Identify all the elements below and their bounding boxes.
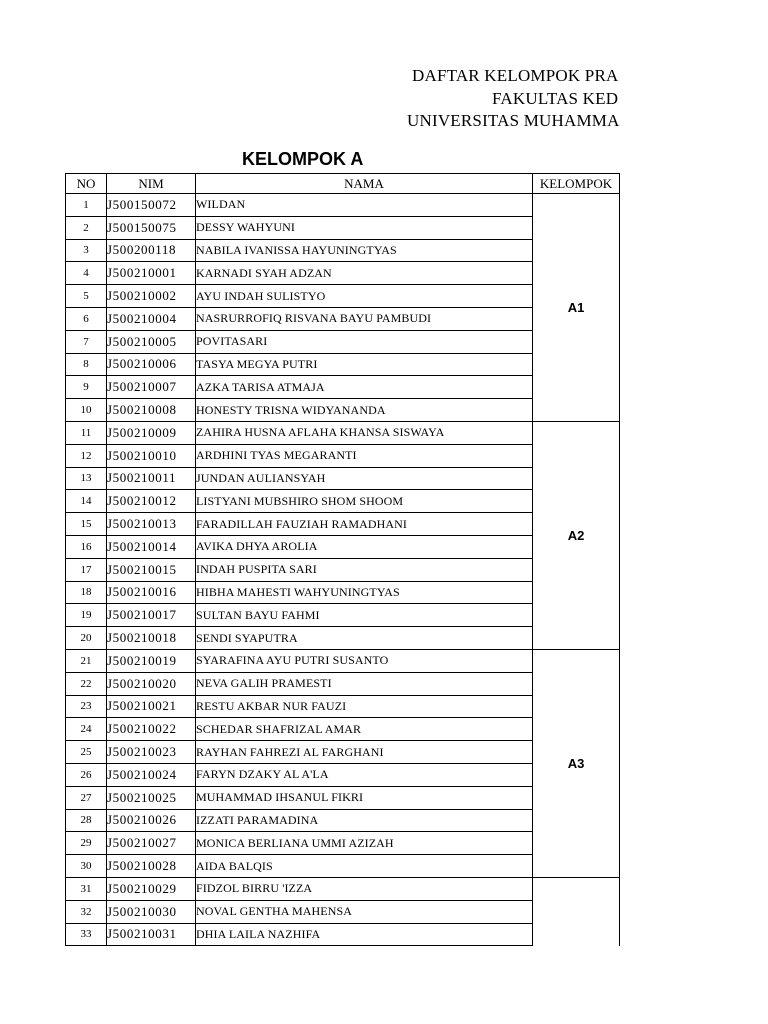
cell-no: 5 <box>66 285 107 308</box>
cell-nim: J500210015 <box>107 558 196 581</box>
cell-nama: JUNDAN AULIANSYAH <box>196 467 533 490</box>
header-title-line-2: FAKULTAS KED <box>492 89 619 108</box>
group-title: KELOMPOK A <box>242 149 364 169</box>
cell-nim: J500210022 <box>107 718 196 741</box>
cell-nama: AYU INDAH SULISTYO <box>196 285 533 308</box>
cell-kelompok: A2 <box>533 421 620 649</box>
cell-no: 33 <box>66 923 107 946</box>
cell-nim: J500210001 <box>107 262 196 285</box>
cell-nim: J500210004 <box>107 307 196 330</box>
cell-nim: J500210025 <box>107 786 196 809</box>
cell-no: 14 <box>66 490 107 513</box>
cell-nama: SENDI SYAPUTRA <box>196 627 533 650</box>
cell-nim: J500210017 <box>107 604 196 627</box>
cell-nim: J500210005 <box>107 330 196 353</box>
cell-nim: J500150072 <box>107 194 196 217</box>
cell-no: 17 <box>66 558 107 581</box>
cell-nama: ARDHINI TYAS MEGARANTI <box>196 444 533 467</box>
cell-nim: J500210019 <box>107 649 196 672</box>
cell-nama: TASYA MEGYA PUTRI <box>196 353 533 376</box>
cell-kelompok: A3 <box>533 649 620 877</box>
cell-nim: J500210020 <box>107 672 196 695</box>
cell-no: 22 <box>66 672 107 695</box>
cell-no: 12 <box>66 444 107 467</box>
cell-no: 24 <box>66 718 107 741</box>
cell-nim: J500210006 <box>107 353 196 376</box>
cell-no: 31 <box>66 877 107 900</box>
cell-nama: NASRURROFIQ RISVANA BAYU PAMBUDI <box>196 307 533 330</box>
cell-no: 1 <box>66 194 107 217</box>
table-row <box>66 649 620 672</box>
cell-no: 23 <box>66 695 107 718</box>
cell-nama: SULTAN BAYU FAHMI <box>196 604 533 627</box>
cell-nama: FARYN DZAKY AL A'LA <box>196 763 533 786</box>
cell-nama: HONESTY TRISNA WIDYANANDA <box>196 399 533 422</box>
roster-table <box>65 173 620 946</box>
cell-no: 20 <box>66 627 107 650</box>
cell-nim: J500210024 <box>107 763 196 786</box>
cell-nim: J500210008 <box>107 399 196 422</box>
roster-body <box>66 194 620 946</box>
cell-no: 3 <box>66 239 107 262</box>
cell-nama: SYARAFINA AYU PUTRI SUSANTO <box>196 649 533 672</box>
header-title-line-1: DAFTAR KELOMPOK PRA <box>412 66 619 85</box>
cell-nama: POVITASARI <box>196 330 533 353</box>
cell-no: 8 <box>66 353 107 376</box>
cell-no: 19 <box>66 604 107 627</box>
cell-nim: J500150075 <box>107 216 196 239</box>
column-header-nama: NAMA <box>196 174 533 194</box>
cell-nama: IZZATI PARAMADINA <box>196 809 533 832</box>
cell-nama: AVIKA DHYA AROLIA <box>196 535 533 558</box>
cell-no: 4 <box>66 262 107 285</box>
cell-nama: KARNADI SYAH ADZAN <box>196 262 533 285</box>
cell-kelompok <box>533 877 620 945</box>
cell-no: 29 <box>66 832 107 855</box>
cell-nama: DHIA LAILA NAZHIFA <box>196 923 533 946</box>
cell-no: 6 <box>66 307 107 330</box>
cell-no: 13 <box>66 467 107 490</box>
cell-no: 27 <box>66 786 107 809</box>
cell-nim: J500210007 <box>107 376 196 399</box>
cell-no: 2 <box>66 216 107 239</box>
cell-no: 9 <box>66 376 107 399</box>
cell-nama: NOVAL GENTHA MAHENSA <box>196 900 533 923</box>
cell-no: 26 <box>66 763 107 786</box>
cell-no: 30 <box>66 855 107 878</box>
cell-nama: LISTYANI MUBSHIRO SHOM SHOOM <box>196 490 533 513</box>
cell-nim: J500210009 <box>107 421 196 444</box>
cell-nim: J500210012 <box>107 490 196 513</box>
cell-no: 21 <box>66 649 107 672</box>
cell-nama: NABILA IVANISSA HAYUNINGTYAS <box>196 239 533 262</box>
cell-nim: J500200118 <box>107 239 196 262</box>
cell-nim: J500210028 <box>107 855 196 878</box>
cell-nama: INDAH PUSPITA SARI <box>196 558 533 581</box>
cell-no: 10 <box>66 399 107 422</box>
cell-nama: SCHEDAR SHAFRIZAL AMAR <box>196 718 533 741</box>
cell-nama: AZKA TARISA ATMAJA <box>196 376 533 399</box>
cell-no: 11 <box>66 421 107 444</box>
cell-nama: FIDZOL BIRRU 'IZZA <box>196 877 533 900</box>
cell-nama: WILDAN <box>196 194 533 217</box>
cell-nim: J500210014 <box>107 535 196 558</box>
cell-nim: J500210018 <box>107 627 196 650</box>
cell-no: 32 <box>66 900 107 923</box>
cell-nim: J500210011 <box>107 467 196 490</box>
table-row <box>66 421 620 444</box>
cell-nim: J500210030 <box>107 900 196 923</box>
cell-nim: J500210021 <box>107 695 196 718</box>
cell-nama: ZAHIRA HUSNA AFLAHA KHANSA SISWAYA <box>196 421 533 444</box>
cell-nama: AIDA BALQIS <box>196 855 533 878</box>
cell-no: 15 <box>66 513 107 536</box>
cell-no: 18 <box>66 581 107 604</box>
column-header-no: NO <box>66 174 107 194</box>
cell-nama: MONICA BERLIANA UMMI AZIZAH <box>196 832 533 855</box>
cell-nama: HIBHA MAHESTI WAHYUNINGTYAS <box>196 581 533 604</box>
cell-no: 7 <box>66 330 107 353</box>
cell-nim: J500210010 <box>107 444 196 467</box>
cell-nama: NEVA GALIH PRAMESTI <box>196 672 533 695</box>
cell-nama: DESSY WAHYUNI <box>196 216 533 239</box>
cell-nim: J500210002 <box>107 285 196 308</box>
cell-nim: J500210026 <box>107 809 196 832</box>
cell-nama: RESTU AKBAR NUR FAUZI <box>196 695 533 718</box>
column-header-kelompok: KELOMPOK <box>533 174 620 194</box>
cell-nim: J500210029 <box>107 877 196 900</box>
column-header-nim: NIM <box>107 174 196 194</box>
cell-nim: J500210013 <box>107 513 196 536</box>
cell-nama: MUHAMMAD IHSANUL FIKRI <box>196 786 533 809</box>
cell-no: 28 <box>66 809 107 832</box>
cell-no: 25 <box>66 741 107 764</box>
cell-nim: J500210027 <box>107 832 196 855</box>
cell-nim: J500210016 <box>107 581 196 604</box>
cell-nim: J500210031 <box>107 923 196 946</box>
cell-kelompok: A1 <box>533 194 620 422</box>
cell-nama: FARADILLAH FAUZIAH RAMADHANI <box>196 513 533 536</box>
header-title-line-3: UNIVERSITAS MUHAMMA <box>407 111 620 130</box>
cell-nama: RAYHAN FAHREZI AL FARGHANI <box>196 741 533 764</box>
table-row <box>66 877 620 900</box>
cell-no: 16 <box>66 535 107 558</box>
table-row <box>66 194 620 217</box>
table-header-row <box>66 174 620 194</box>
cell-nim: J500210023 <box>107 741 196 764</box>
